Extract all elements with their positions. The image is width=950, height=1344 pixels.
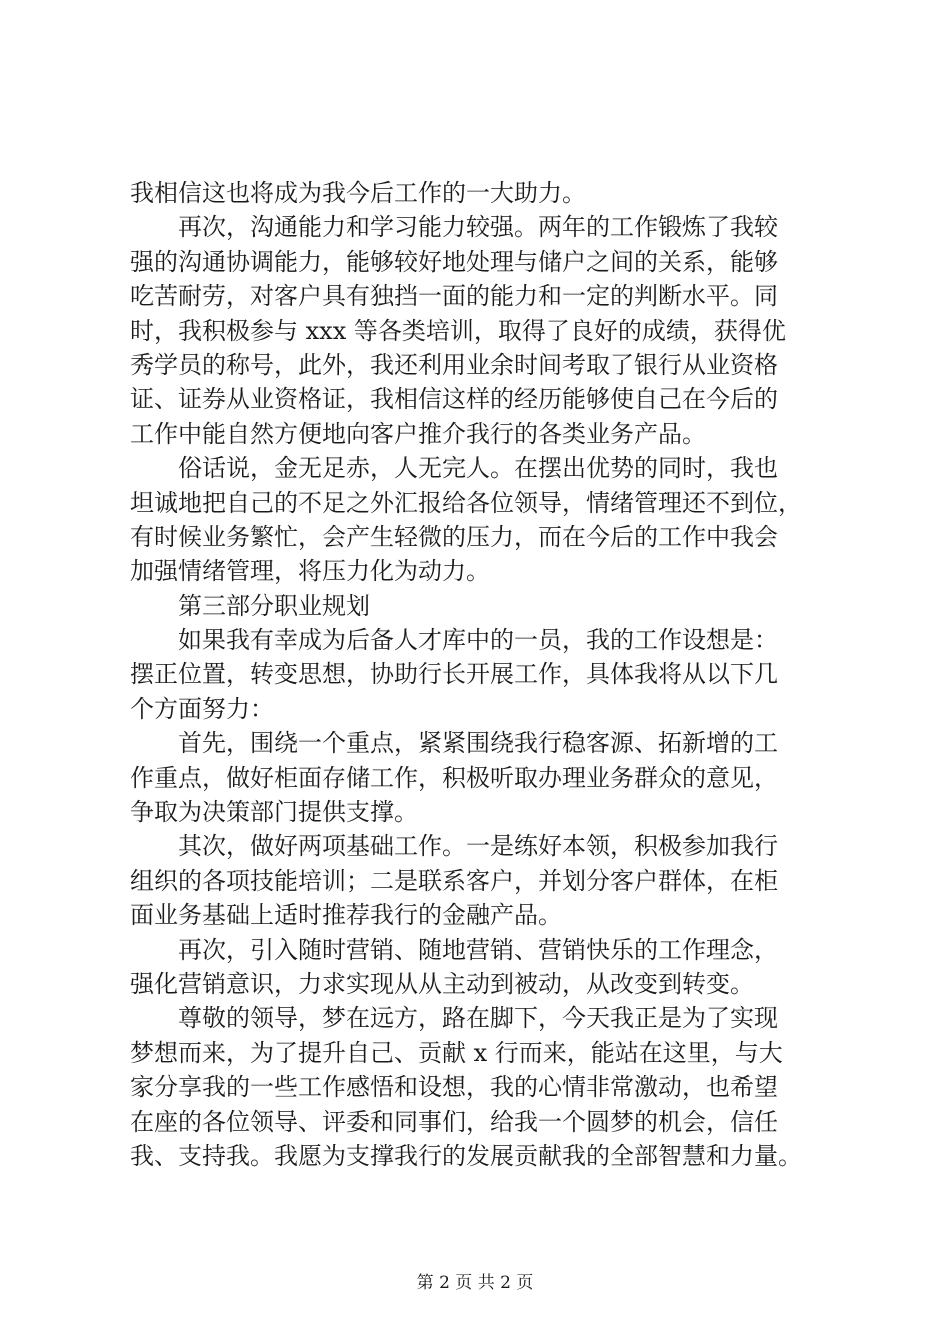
text-line: 尊敬的领导，梦在远方，路在脚下，今天我正是为了实现 [178, 1004, 778, 1033]
text-line: 坦诚地把自己的不足之外汇报给各位领导，情绪管理还不到位， [130, 488, 802, 517]
text-line: 强化营销意识，力求实现从从主动到被动，从改变到转变。 [130, 969, 754, 998]
text-line: 我相信这也将成为我今后工作的一大助力。 [130, 179, 586, 207]
text-line: 争取为决策部门提供支撑。 [130, 798, 418, 827]
text-line: 强的沟通协调能力，能够较好地处理与储户之间的关系，能够 [130, 247, 778, 276]
text-line: 证、证券从业资格证，我相信这样的经历能够使自己在今后的 [130, 385, 778, 414]
text-line: 首先，围绕一个重点，紧紧围绕我行稳客源、拓新增的工 [178, 729, 778, 758]
text-line: 组织的各项技能培训；二是联系客户，并划分客户群体，在柜 [130, 866, 778, 895]
text-line: 家分享我的一些工作感悟和设想，我的心情非常激动，也希望 [130, 1073, 778, 1102]
text-line: 加强情绪管理，将压力化为动力。 [130, 557, 490, 586]
text-line: 吃苦耐劳，对客户具有独挡一面的能力和一定的判断水平。同 [130, 282, 778, 311]
page-footer: 第 2 页 共 2 页 [416, 1273, 534, 1293]
text-line: 工作中能自然方便地向客户推介我行的各类业务产品。 [130, 419, 706, 448]
text-line: 俗话说，金无足赤，人无完人。在摆出优势的同时，我也 [178, 454, 778, 483]
text-line: 再次，沟通能力和学习能力较强。两年的工作锻炼了我较 [178, 213, 778, 242]
text-line: 在座的各位领导、评委和同事们，给我一个圆梦的机会，信任 [130, 1107, 778, 1136]
document-body [130, 176, 850, 1173]
text-line: 如果我有幸成为后备人才库中的一员，我的工作设想是： [178, 626, 778, 655]
text-line: 其次，做好两项基础工作。一是练好本领，积极参加我行 [178, 832, 778, 861]
text-line: 面业务基础上适时推荐我行的金融产品。 [130, 901, 562, 930]
text-line: 有时候业务繁忙，会产生轻微的压力，而在今后的工作中我会 [130, 522, 778, 551]
text-line: 个方面努力： [130, 694, 274, 723]
text-line: 我、支持我。我愿为支撑我行的发展贡献我的全部智慧和力量。 [130, 1141, 802, 1170]
text-line: 作重点，做好柜面存储工作，积极听取办理业务群众的意见， [130, 763, 778, 792]
text-line: 摆正位置，转变思想，协助行长开展工作，具体我将从以下几 [130, 660, 778, 689]
text-line: 秀学员的称号，此外，我还利用业余时间考取了银行从业资格 [130, 350, 778, 379]
text-line: 时，我积极参与 xxx 等各类培训，取得了良好的成绩，获得优 [130, 316, 786, 345]
text-line: 梦想而来，为了提升自己、贡献 x 行而来，能站在这里，与大 [130, 1038, 783, 1067]
text-line: 第三部分职业规划 [178, 591, 370, 620]
text-line: 再次，引入随时营销、随地营销、营销快乐的工作理念， [178, 935, 778, 964]
